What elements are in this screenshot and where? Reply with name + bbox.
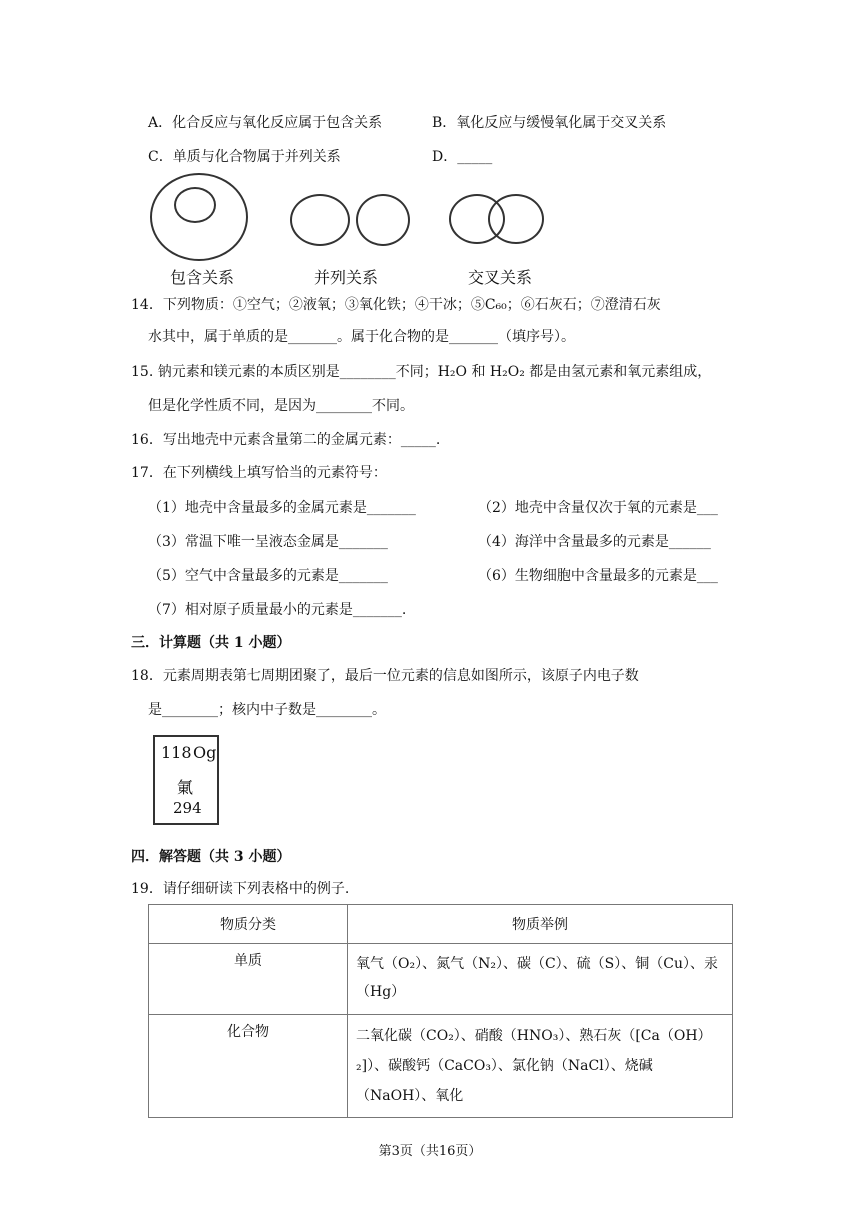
table-header-cell: 物质举例	[348, 905, 733, 944]
label-parallel: 并列关系	[314, 268, 379, 287]
table-header-cell: 物质分类	[149, 905, 348, 944]
option-a: A．化合反应与氧化反应属于包含关系	[148, 115, 383, 131]
parallel-circle-right	[356, 194, 410, 246]
label-inclusion: 包含关系	[170, 268, 235, 287]
page-footer: 第3页（共16页）	[378, 1144, 482, 1159]
element-symbol: Og	[193, 743, 217, 762]
q19-line1: 19．请仔细研读下列表格中的例子.	[131, 881, 350, 897]
q17-item-7: （7）相对原子质量最小的元素是_______.	[148, 602, 407, 618]
q17-item-3: （3）常温下唯一呈液态金属是_______	[148, 534, 388, 550]
q18-line2: 是________；核内中子数是________。	[148, 702, 386, 718]
q17-item-6: （6）生物细胞中含量最多的元素是___	[478, 568, 718, 584]
q17-item-1: （1）地壳中含量最多的金属元素是_______	[148, 500, 416, 516]
q15-line2: 但是化学性质不同，是因为________不同。	[148, 398, 414, 414]
element-card	[153, 735, 219, 825]
substance-table	[148, 904, 733, 1118]
q14-line2: 水其中，属于单质的是_______。属于化合物的是_______（填序号）。	[148, 329, 575, 345]
q16-line1: 16．写出地壳中元素含量第二的金属元素：_____.	[131, 432, 441, 448]
q17-line1: 17．在下列横线上填写恰当的元素符号：	[131, 465, 387, 481]
element-mass: 294	[173, 799, 202, 817]
element-name: 氭	[177, 778, 194, 797]
element-number: 118	[161, 743, 192, 762]
table-cell: 单质	[149, 944, 348, 1015]
q15-line1: 15. 钠元素和镁元素的本质区别是________不同；H₂O 和 H₂O₂ 都是由氢元素和氧元素组成，	[131, 364, 712, 380]
option-b: B．氧化反应与缓慢氧化属于交叉关系	[432, 115, 667, 131]
label-intersect: 交叉关系	[468, 268, 533, 287]
option-c: C．单质与化合物属于并列关系	[148, 149, 341, 165]
q17-item-4: （4）海洋中含量最多的元素是______	[478, 534, 711, 550]
section-3-heading: 三．计算题（共 1 小题）	[131, 635, 291, 651]
q17-item-2: （2）地壳中含量仅次于氧的元素是___	[478, 500, 718, 516]
q14-line1: 14．下列物质：①空气；②液氧；③氧化铁；④干冰；⑤C₆₀；⑥石灰石；⑦澄清石灰	[131, 297, 661, 313]
table-row	[149, 944, 733, 1015]
table-cell: 氧气（O₂）、氮气（N₂）、碳（C）、硫（S）、铜（Cu）、汞（Hg）	[348, 944, 733, 1015]
intersect-circle-right	[488, 194, 544, 244]
option-d: D．_____	[432, 149, 493, 165]
table-row	[149, 1015, 733, 1118]
table-cell: 二氧化碳（CO₂）、硝酸（HNO₃）、熟石灰（[Ca（OH）₂]）、碳酸钙（CaCO₃）、氯化钠（NaCl）、烧碱（NaOH）、氧化	[348, 1015, 733, 1118]
q17-item-5: （5）空气中含量最多的元素是_______	[148, 568, 388, 584]
section-4-heading: 四．解答题（共 3 小题）	[131, 849, 291, 865]
q18-line1: 18．元素周期表第七周期团聚了，最后一位元素的信息如图所示，该原子内电子数	[131, 668, 639, 684]
table-cell: 化合物	[149, 1015, 348, 1118]
inclusion-inner-circle	[174, 187, 216, 223]
parallel-circle-left	[290, 194, 350, 246]
table-header-row	[149, 905, 733, 944]
